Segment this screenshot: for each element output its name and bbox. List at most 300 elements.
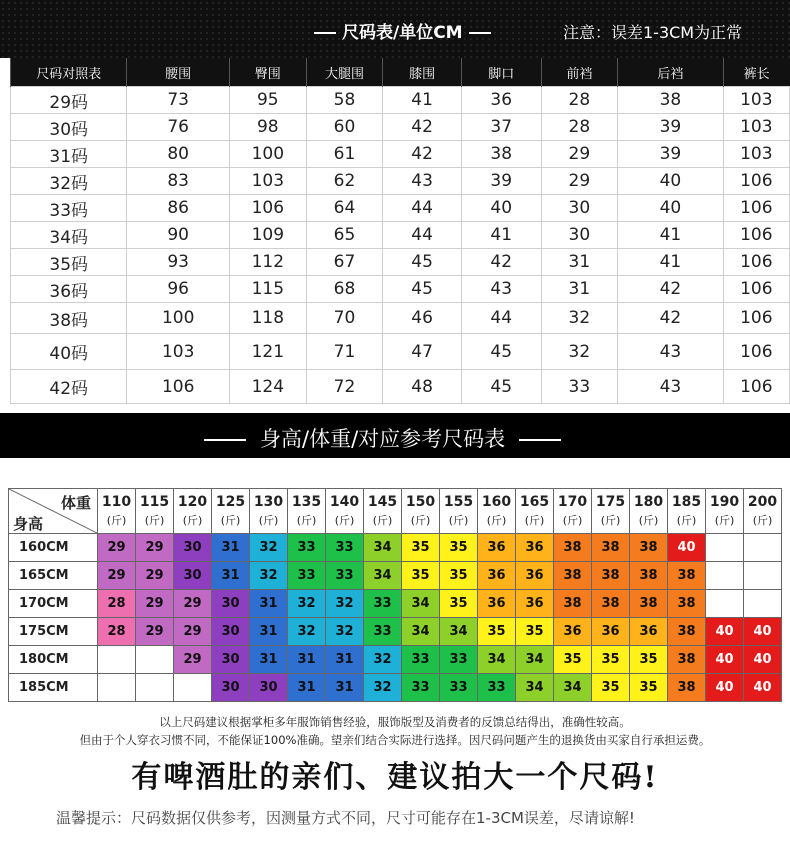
dash-right bbox=[469, 32, 491, 34]
weight-value: 150 bbox=[405, 494, 436, 510]
size-cell: 35 bbox=[440, 534, 478, 562]
size-cell: 100 bbox=[127, 303, 230, 334]
weight-unit: (斤) bbox=[524, 514, 545, 527]
hw-row bbox=[9, 534, 782, 562]
size-cell: 33 bbox=[326, 562, 364, 590]
size-cell: 45 bbox=[461, 334, 541, 370]
size-cell: 41 bbox=[383, 87, 462, 114]
weight-unit: (斤) bbox=[562, 514, 583, 527]
size-cell: 47 bbox=[383, 334, 462, 370]
size-cell: 35 bbox=[440, 562, 478, 590]
size-cell: 40 bbox=[706, 674, 744, 702]
size-cell: 30 bbox=[212, 646, 250, 674]
size-cell: 38 bbox=[461, 141, 541, 168]
size-cell: 33 bbox=[364, 618, 402, 646]
weight-value: 185 bbox=[671, 494, 702, 510]
size-cell: 30 bbox=[174, 534, 212, 562]
size-cell: 31 bbox=[212, 562, 250, 590]
size-row bbox=[11, 168, 790, 195]
size-cell: 30 bbox=[212, 674, 250, 702]
weight-unit: (斤) bbox=[638, 514, 659, 527]
dash-left bbox=[204, 439, 246, 441]
weight-value: 190 bbox=[709, 494, 740, 510]
size-cell: 90 bbox=[127, 222, 230, 249]
size-cell: 30 bbox=[212, 590, 250, 618]
size-cell: 32 bbox=[364, 674, 402, 702]
height-label: 170CM bbox=[9, 590, 98, 618]
size-cell: 72 bbox=[306, 370, 383, 404]
weight-col-header bbox=[288, 489, 326, 534]
size-cell: 38 bbox=[592, 590, 630, 618]
size-cell: 30 bbox=[250, 674, 288, 702]
size-cell: 98 bbox=[229, 114, 306, 141]
header-title: 尺码表/单位CM bbox=[342, 23, 463, 43]
dash-left bbox=[314, 32, 336, 34]
size-cell: 39 bbox=[461, 168, 541, 195]
size-cell: 106 bbox=[229, 195, 306, 222]
size-cell: 60 bbox=[306, 114, 383, 141]
size-cell: 33 bbox=[440, 646, 478, 674]
weight-value: 155 bbox=[443, 494, 474, 510]
size-cell: 44 bbox=[461, 303, 541, 334]
size-cell: 106 bbox=[723, 303, 789, 334]
size-cell: 80 bbox=[127, 141, 230, 168]
tip: 温馨提示：尺码数据仅供参考，因测量方式不同，尺寸可能存在1-3CM误差，尽请谅解! bbox=[56, 809, 635, 827]
size-cell bbox=[744, 534, 782, 562]
size-cell: 31 bbox=[541, 276, 618, 303]
weight-col-header bbox=[440, 489, 478, 534]
size-cell: 61 bbox=[306, 141, 383, 168]
weight-col-header bbox=[668, 489, 706, 534]
size-cell: 103 bbox=[229, 168, 306, 195]
weight-value: 180 bbox=[633, 494, 664, 510]
size-cell: 36 bbox=[478, 562, 516, 590]
size-cell: 29 bbox=[136, 562, 174, 590]
size-cell: 100 bbox=[229, 141, 306, 168]
size-cell: 40 bbox=[706, 618, 744, 646]
size-cell: 35 bbox=[592, 674, 630, 702]
size-cell: 35 bbox=[592, 646, 630, 674]
size-cell bbox=[706, 562, 744, 590]
size-col-header: 尺码对照表 bbox=[11, 58, 127, 87]
weight-unit: (斤) bbox=[410, 514, 431, 527]
hw-row bbox=[9, 618, 782, 646]
size-cell: 38 bbox=[630, 562, 668, 590]
size-label: 32码 bbox=[11, 168, 127, 195]
size-cell: 28 bbox=[98, 590, 136, 618]
size-cell: 29 bbox=[136, 534, 174, 562]
size-cell: 73 bbox=[127, 87, 230, 114]
size-cell: 38 bbox=[630, 590, 668, 618]
corner-weight-label: 体重 bbox=[60, 494, 91, 512]
size-cell: 35 bbox=[402, 562, 440, 590]
size-cell bbox=[136, 674, 174, 702]
section2-bar bbox=[0, 413, 790, 458]
note-line-2: 但由于个人穿衣习惯不同，不能保证100%准确。望亲们结合实际进行选择。因尺码问题产生的退换货由买家自行承担运费。 bbox=[79, 733, 711, 747]
size-cell: 43 bbox=[383, 168, 462, 195]
size-cell: 30 bbox=[174, 562, 212, 590]
size-cell: 42 bbox=[383, 114, 462, 141]
weight-col-header bbox=[212, 489, 250, 534]
size-cell: 32 bbox=[541, 334, 618, 370]
size-cell: 35 bbox=[630, 674, 668, 702]
size-cell bbox=[98, 646, 136, 674]
size-label: 38码 bbox=[11, 303, 127, 334]
size-col-header: 脚口 bbox=[461, 58, 541, 87]
size-cell: 40 bbox=[744, 674, 782, 702]
size-col-header: 前裆 bbox=[541, 58, 618, 87]
size-row bbox=[11, 370, 790, 404]
size-cell: 118 bbox=[229, 303, 306, 334]
size-cell: 30 bbox=[212, 618, 250, 646]
size-col-header: 膝围 bbox=[383, 58, 462, 87]
size-cell: 35 bbox=[478, 618, 516, 646]
size-cell: 44 bbox=[383, 222, 462, 249]
size-cell: 40 bbox=[706, 646, 744, 674]
size-cell: 36 bbox=[554, 618, 592, 646]
weight-unit: (斤) bbox=[334, 514, 355, 527]
size-cell: 31 bbox=[250, 618, 288, 646]
size-cell: 86 bbox=[127, 195, 230, 222]
weight-value: 175 bbox=[595, 494, 626, 510]
size-cell: 103 bbox=[723, 114, 789, 141]
dash-right bbox=[519, 439, 561, 441]
weight-col-header bbox=[706, 489, 744, 534]
weight-col-header bbox=[744, 489, 782, 534]
size-cell: 103 bbox=[723, 87, 789, 114]
weight-value: 160 bbox=[481, 494, 512, 510]
size-table-body bbox=[11, 87, 790, 404]
size-cell: 38 bbox=[668, 590, 706, 618]
note-line-1: 以上尺码建议根据掌柜多年服饰销售经验，服饰版型及消费者的反馈总结得出，准确性较高。 bbox=[159, 715, 631, 729]
size-cell: 109 bbox=[229, 222, 306, 249]
size-cell: 29 bbox=[98, 534, 136, 562]
weight-value: 115 bbox=[139, 494, 170, 510]
weight-value: 170 bbox=[557, 494, 588, 510]
size-cell: 38 bbox=[630, 534, 668, 562]
size-cell: 34 bbox=[364, 534, 402, 562]
size-cell: 43 bbox=[618, 334, 723, 370]
size-cell: 48 bbox=[383, 370, 462, 404]
size-cell: 28 bbox=[541, 114, 618, 141]
size-cell: 32 bbox=[250, 534, 288, 562]
weight-unit: (斤) bbox=[182, 514, 203, 527]
size-cell: 103 bbox=[127, 334, 230, 370]
size-cell: 38 bbox=[554, 534, 592, 562]
size-cell: 35 bbox=[554, 646, 592, 674]
slogan: 有啤酒肚的亲们、建议拍大一个尺码! bbox=[131, 760, 659, 795]
weight-unit: (斤) bbox=[106, 514, 127, 527]
size-cell: 93 bbox=[127, 249, 230, 276]
size-cell: 39 bbox=[618, 141, 723, 168]
hw-row bbox=[9, 674, 782, 702]
weight-value: 135 bbox=[291, 494, 322, 510]
height-label: 160CM bbox=[9, 534, 98, 562]
size-cell: 31 bbox=[326, 646, 364, 674]
size-cell: 31 bbox=[250, 646, 288, 674]
size-cell: 34 bbox=[364, 562, 402, 590]
size-cell: 34 bbox=[516, 674, 554, 702]
hw-body bbox=[9, 534, 782, 702]
weight-col-header bbox=[250, 489, 288, 534]
size-cell: 121 bbox=[229, 334, 306, 370]
size-cell: 45 bbox=[461, 370, 541, 404]
size-row bbox=[11, 334, 790, 370]
weight-value: 120 bbox=[177, 494, 208, 510]
size-cell: 36 bbox=[516, 534, 554, 562]
size-cell: 36 bbox=[478, 590, 516, 618]
weight-col-header bbox=[364, 489, 402, 534]
size-cell: 106 bbox=[127, 370, 230, 404]
size-cell bbox=[744, 562, 782, 590]
size-cell: 41 bbox=[461, 222, 541, 249]
size-cell: 40 bbox=[744, 646, 782, 674]
weight-value: 145 bbox=[367, 494, 398, 510]
size-cell: 42 bbox=[383, 141, 462, 168]
size-cell: 29 bbox=[136, 618, 174, 646]
size-cell: 36 bbox=[592, 618, 630, 646]
weight-value: 125 bbox=[215, 494, 246, 510]
size-cell: 31 bbox=[326, 674, 364, 702]
size-cell: 33 bbox=[440, 674, 478, 702]
size-col-header: 后裆 bbox=[618, 58, 723, 87]
size-cell: 45 bbox=[383, 276, 462, 303]
size-cell: 38 bbox=[592, 562, 630, 590]
size-row bbox=[11, 87, 790, 114]
size-table bbox=[10, 58, 790, 404]
size-cell: 36 bbox=[516, 590, 554, 618]
size-cell: 71 bbox=[306, 334, 383, 370]
size-cell: 39 bbox=[618, 114, 723, 141]
size-cell: 38 bbox=[668, 618, 706, 646]
size-cell bbox=[706, 590, 744, 618]
header-title-wrap bbox=[308, 18, 497, 43]
size-cell: 36 bbox=[630, 618, 668, 646]
size-cell: 76 bbox=[127, 114, 230, 141]
size-label: 36码 bbox=[11, 276, 127, 303]
size-row bbox=[11, 114, 790, 141]
size-cell: 32 bbox=[364, 646, 402, 674]
size-cell: 38 bbox=[668, 674, 706, 702]
weight-value: 165 bbox=[519, 494, 550, 510]
hw-row bbox=[9, 646, 782, 674]
size-cell: 106 bbox=[723, 249, 789, 276]
weight-value: 130 bbox=[253, 494, 284, 510]
size-cell: 95 bbox=[229, 87, 306, 114]
size-cell: 106 bbox=[723, 370, 789, 404]
size-cell: 34 bbox=[402, 618, 440, 646]
size-cell: 106 bbox=[723, 168, 789, 195]
size-cell: 34 bbox=[516, 646, 554, 674]
size-cell: 30 bbox=[541, 195, 618, 222]
weight-col-header bbox=[630, 489, 668, 534]
height-label: 165CM bbox=[9, 562, 98, 590]
size-cell: 31 bbox=[288, 646, 326, 674]
size-label: 31码 bbox=[11, 141, 127, 168]
height-label: 175CM bbox=[9, 618, 98, 646]
size-cell: 37 bbox=[461, 114, 541, 141]
weight-unit: (斤) bbox=[600, 514, 621, 527]
size-cell: 40 bbox=[618, 195, 723, 222]
size-cell: 36 bbox=[478, 534, 516, 562]
weight-unit: (斤) bbox=[752, 514, 773, 527]
weight-unit: (斤) bbox=[486, 514, 507, 527]
size-cell: 40 bbox=[618, 168, 723, 195]
size-cell: 34 bbox=[440, 618, 478, 646]
size-cell: 41 bbox=[618, 249, 723, 276]
size-cell: 29 bbox=[541, 168, 618, 195]
size-cell: 35 bbox=[516, 618, 554, 646]
size-row bbox=[11, 303, 790, 334]
hw-row bbox=[9, 590, 782, 618]
size-cell: 33 bbox=[288, 534, 326, 562]
size-cell: 29 bbox=[98, 562, 136, 590]
size-label: 34码 bbox=[11, 222, 127, 249]
size-cell: 33 bbox=[364, 590, 402, 618]
size-cell: 32 bbox=[326, 618, 364, 646]
size-cell: 32 bbox=[541, 303, 618, 334]
size-row bbox=[11, 276, 790, 303]
size-cell: 31 bbox=[250, 590, 288, 618]
size-cell: 65 bbox=[306, 222, 383, 249]
weight-unit: (斤) bbox=[296, 514, 317, 527]
size-label: 40码 bbox=[11, 334, 127, 370]
size-cell: 106 bbox=[723, 334, 789, 370]
size-cell: 44 bbox=[383, 195, 462, 222]
weight-col-header bbox=[98, 489, 136, 534]
size-cell: 36 bbox=[461, 87, 541, 114]
size-col-header: 臀围 bbox=[229, 58, 306, 87]
corner-height-label: 身高 bbox=[13, 515, 44, 533]
header-bar bbox=[0, 0, 790, 58]
size-cell: 28 bbox=[98, 618, 136, 646]
size-cell: 28 bbox=[541, 87, 618, 114]
size-label: 29码 bbox=[11, 87, 127, 114]
section2-title-wrap bbox=[190, 423, 575, 453]
weight-value: 200 bbox=[747, 494, 778, 510]
size-row bbox=[11, 222, 790, 249]
size-cell: 35 bbox=[440, 590, 478, 618]
size-cell: 33 bbox=[478, 674, 516, 702]
size-cell: 33 bbox=[402, 646, 440, 674]
size-cell bbox=[744, 590, 782, 618]
size-cell: 32 bbox=[250, 562, 288, 590]
size-cell: 34 bbox=[402, 590, 440, 618]
size-cell bbox=[174, 674, 212, 702]
size-label: 35码 bbox=[11, 249, 127, 276]
weight-col-header bbox=[174, 489, 212, 534]
weight-col-header bbox=[136, 489, 174, 534]
size-cell: 38 bbox=[554, 562, 592, 590]
size-cell: 106 bbox=[723, 276, 789, 303]
size-cell: 35 bbox=[630, 646, 668, 674]
size-cell: 106 bbox=[723, 222, 789, 249]
weight-unit: (斤) bbox=[144, 514, 165, 527]
height-label: 185CM bbox=[9, 674, 98, 702]
size-cell: 67 bbox=[306, 249, 383, 276]
size-cell: 103 bbox=[723, 141, 789, 168]
weight-col-header bbox=[592, 489, 630, 534]
size-cell: 40 bbox=[668, 534, 706, 562]
size-cell: 33 bbox=[326, 534, 364, 562]
height-weight-table bbox=[8, 488, 782, 702]
weight-unit: (斤) bbox=[372, 514, 393, 527]
size-cell: 115 bbox=[229, 276, 306, 303]
header-note: 注意：误差1-3CM为正常 bbox=[563, 23, 743, 42]
size-cell: 68 bbox=[306, 276, 383, 303]
height-label: 180CM bbox=[9, 646, 98, 674]
hw-corner bbox=[9, 489, 98, 534]
size-cell: 33 bbox=[288, 562, 326, 590]
size-cell: 40 bbox=[744, 618, 782, 646]
size-cell: 40 bbox=[461, 195, 541, 222]
size-cell: 70 bbox=[306, 303, 383, 334]
size-cell: 64 bbox=[306, 195, 383, 222]
size-cell: 38 bbox=[554, 590, 592, 618]
weight-col-header bbox=[326, 489, 364, 534]
weight-col-header bbox=[554, 489, 592, 534]
size-cell: 34 bbox=[554, 674, 592, 702]
section2-title: 身高/体重/对应参考尺码表 bbox=[260, 427, 506, 451]
size-cell: 29 bbox=[136, 590, 174, 618]
weight-col-header bbox=[516, 489, 554, 534]
size-cell: 31 bbox=[288, 674, 326, 702]
size-cell: 33 bbox=[541, 370, 618, 404]
size-cell: 112 bbox=[229, 249, 306, 276]
size-row bbox=[11, 249, 790, 276]
size-cell: 35 bbox=[402, 534, 440, 562]
size-cell: 32 bbox=[288, 590, 326, 618]
size-cell: 106 bbox=[723, 195, 789, 222]
size-cell: 33 bbox=[402, 674, 440, 702]
size-cell: 124 bbox=[229, 370, 306, 404]
size-cell: 34 bbox=[478, 646, 516, 674]
size-cell: 62 bbox=[306, 168, 383, 195]
weight-value: 110 bbox=[101, 494, 132, 510]
size-cell: 43 bbox=[461, 276, 541, 303]
size-cell: 42 bbox=[618, 303, 723, 334]
size-cell: 43 bbox=[618, 370, 723, 404]
size-label: 42码 bbox=[11, 370, 127, 404]
size-row bbox=[11, 195, 790, 222]
size-label: 33码 bbox=[11, 195, 127, 222]
size-col-header: 大腿围 bbox=[306, 58, 383, 87]
size-cell: 42 bbox=[461, 249, 541, 276]
size-cell: 38 bbox=[668, 562, 706, 590]
size-cell: 46 bbox=[383, 303, 462, 334]
size-cell: 31 bbox=[541, 249, 618, 276]
size-row bbox=[11, 141, 790, 168]
size-cell: 83 bbox=[127, 168, 230, 195]
size-cell: 31 bbox=[212, 534, 250, 562]
size-cell: 38 bbox=[618, 87, 723, 114]
size-label: 30码 bbox=[11, 114, 127, 141]
size-cell: 32 bbox=[288, 618, 326, 646]
weight-value: 140 bbox=[329, 494, 360, 510]
size-cell: 38 bbox=[592, 534, 630, 562]
size-col-header: 裤长 bbox=[723, 58, 789, 87]
size-cell bbox=[98, 674, 136, 702]
size-cell: 29 bbox=[174, 646, 212, 674]
size-cell: 41 bbox=[618, 222, 723, 249]
weight-unit: (斤) bbox=[676, 514, 697, 527]
weight-unit: (斤) bbox=[714, 514, 735, 527]
weight-col-header bbox=[402, 489, 440, 534]
hw-header-row bbox=[9, 489, 782, 534]
size-cell: 58 bbox=[306, 87, 383, 114]
weight-unit: (斤) bbox=[448, 514, 469, 527]
weight-unit: (斤) bbox=[220, 514, 241, 527]
